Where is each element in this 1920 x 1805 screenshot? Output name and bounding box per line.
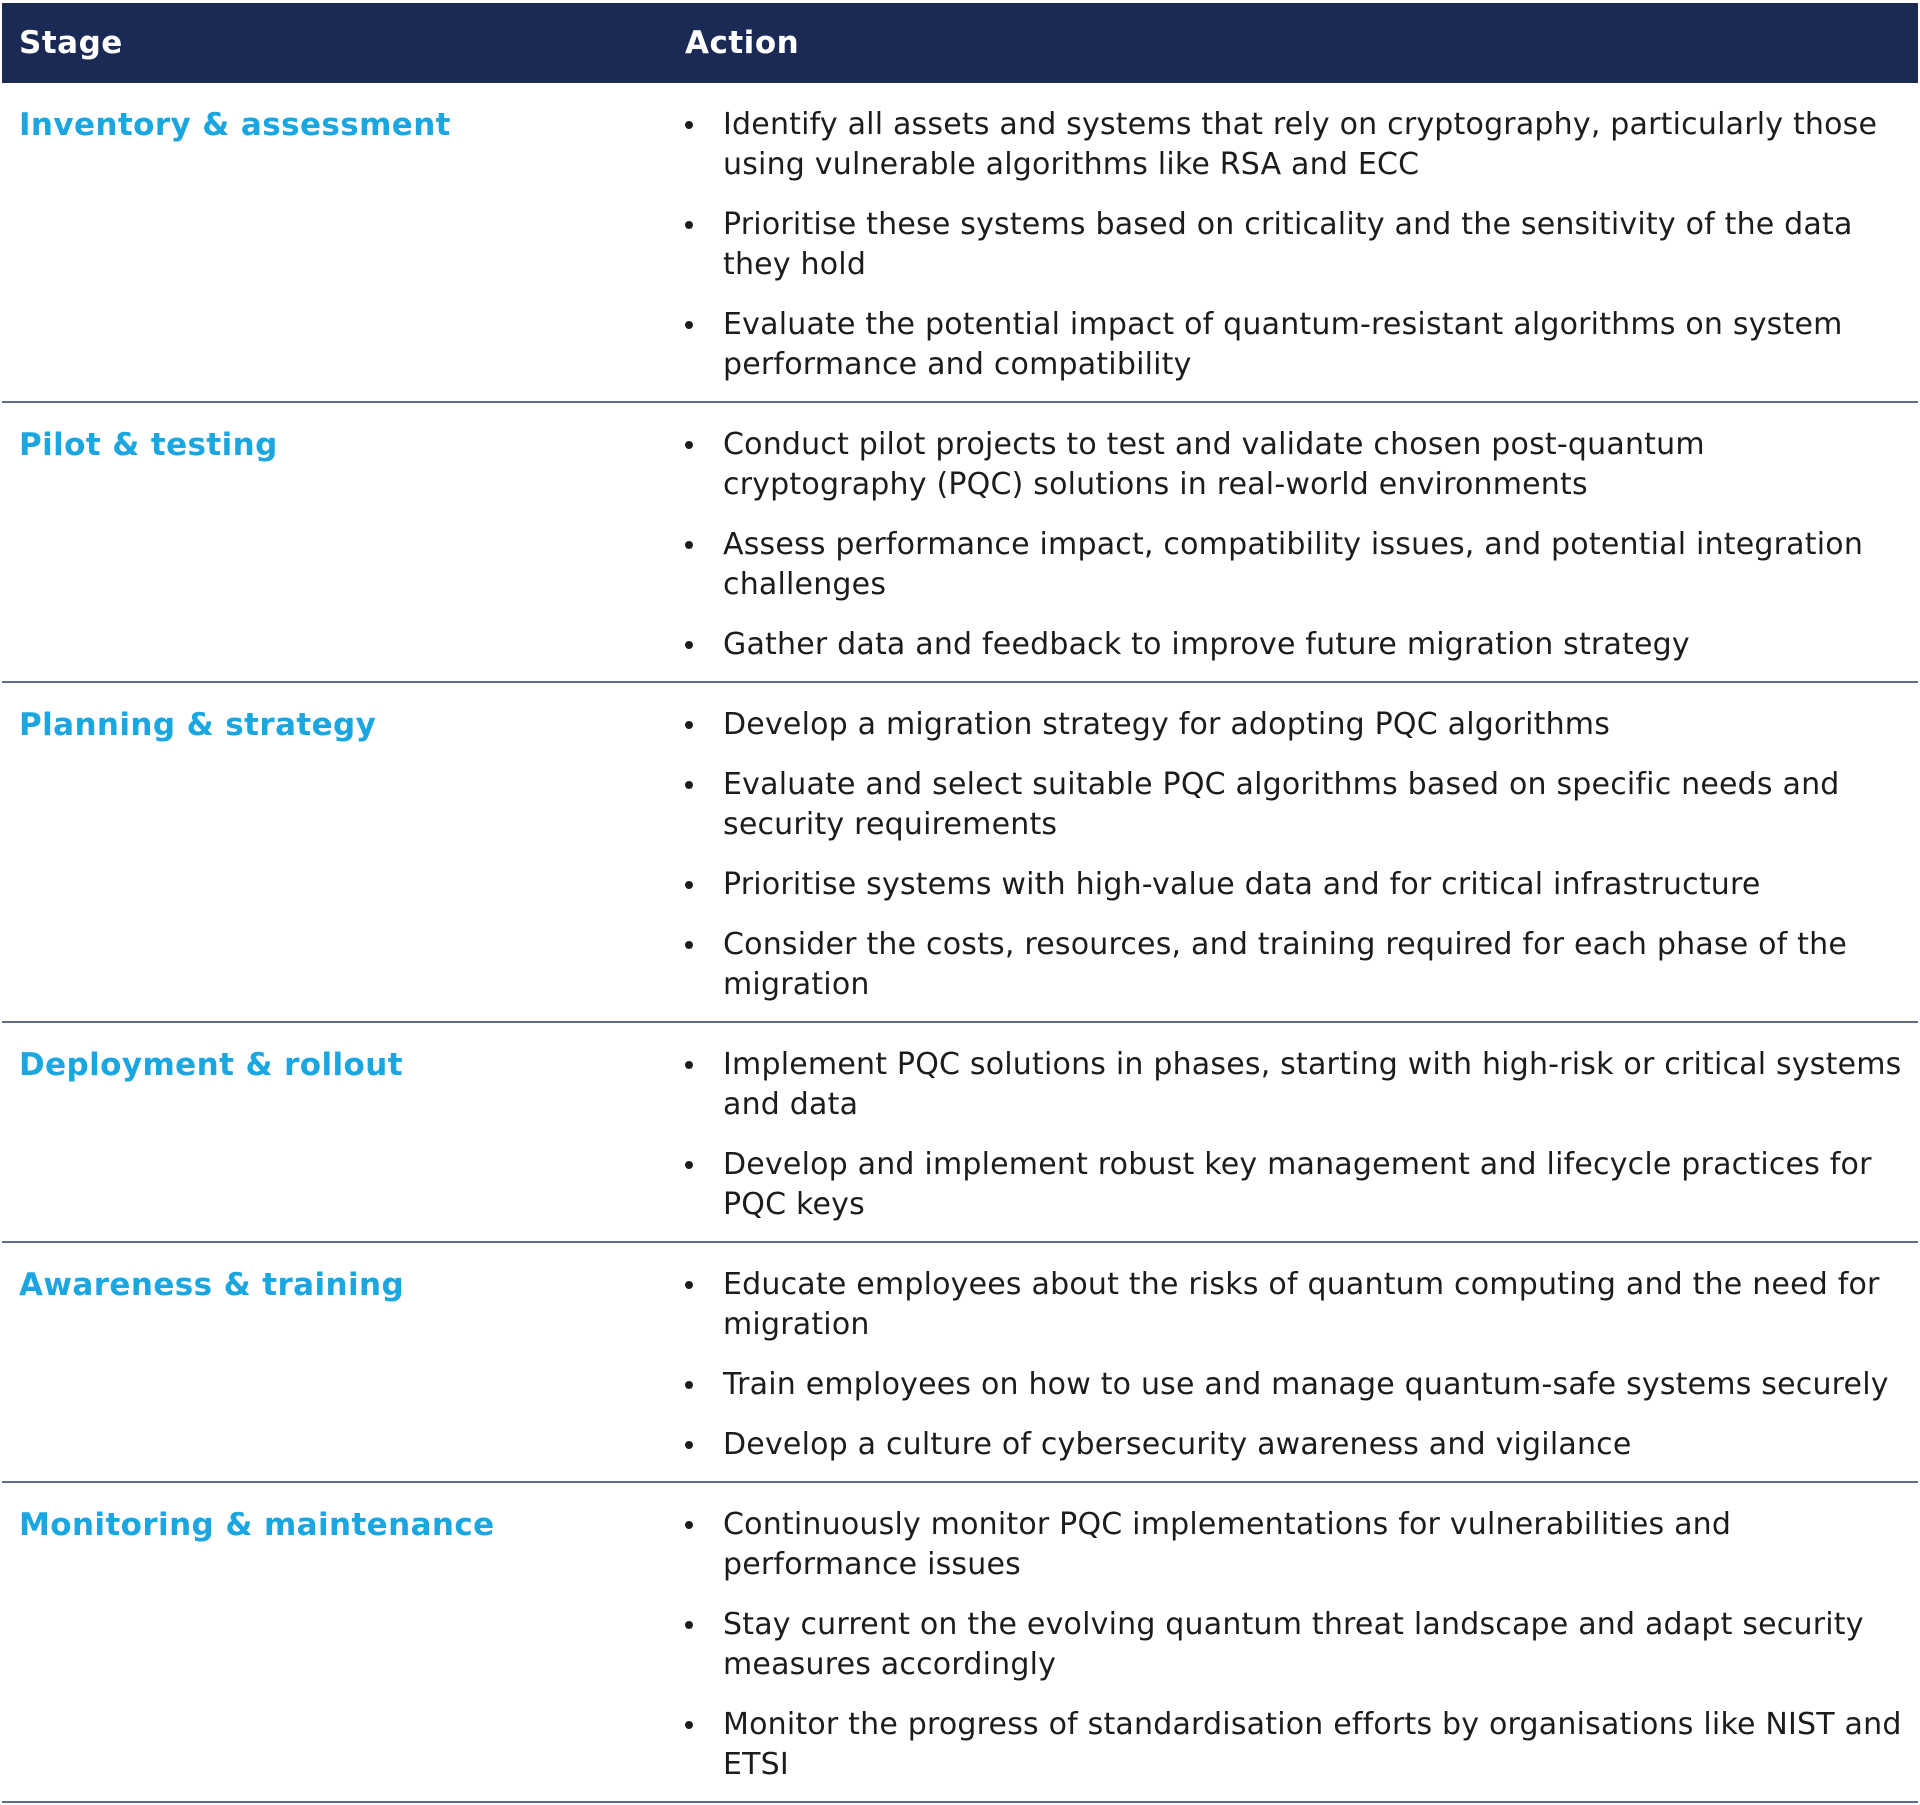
action-item: Prioritise these systems based on criticality and the sensitivity of the data they hold bbox=[685, 205, 1918, 285]
header-action: Action bbox=[685, 25, 800, 61]
stage-label: Deployment & rollout bbox=[19, 1047, 403, 1083]
stage-label: Pilot & testing bbox=[19, 427, 278, 463]
stage-label: Inventory & assessment bbox=[19, 107, 451, 143]
action-list bbox=[685, 403, 1918, 681]
action-item: Prioritise systems with high-value data and for critical infrastructure bbox=[685, 865, 1918, 905]
action-item: Educate employees about the risks of quantum computing and the need for migration bbox=[685, 1265, 1918, 1345]
action-item: Develop and implement robust key management and lifecycle practices for PQC keys bbox=[685, 1145, 1918, 1225]
action-item: Monitor the progress of standardisation efforts by organisations like NIST and ETSI bbox=[685, 1705, 1918, 1785]
action-item: Gather data and feedback to improve future migration strategy bbox=[685, 625, 1918, 665]
table-row bbox=[2, 1243, 1918, 1483]
action-item: Evaluate and select suitable PQC algorithms based on specific needs and security requirements bbox=[685, 765, 1918, 845]
table-row bbox=[2, 1023, 1918, 1243]
action-list bbox=[685, 1243, 1918, 1481]
stage-label: Monitoring & maintenance bbox=[19, 1507, 495, 1543]
action-item: Consider the costs, resources, and training required for each phase of the migration bbox=[685, 925, 1918, 1005]
action-item: Conduct pilot projects to test and validate chosen post-quantum cryptography (PQC) solutions in real-world environments bbox=[685, 425, 1918, 505]
action-item: Stay current on the evolving quantum threat landscape and adapt security measures accordingly bbox=[685, 1605, 1918, 1685]
table-row bbox=[2, 1483, 1918, 1803]
stage-label: Planning & strategy bbox=[19, 707, 377, 743]
action-list bbox=[685, 683, 1918, 1021]
action-list bbox=[685, 1023, 1918, 1241]
action-item: Continuously monitor PQC implementations for vulnerabilities and performance issues bbox=[685, 1505, 1918, 1585]
stage-action-table bbox=[2, 3, 1918, 1803]
action-list bbox=[685, 1483, 1918, 1801]
action-item: Develop a culture of cybersecurity awareness and vigilance bbox=[685, 1425, 1918, 1465]
action-item: Evaluate the potential impact of quantum-resistant algorithms on system performance and compatibility bbox=[685, 305, 1918, 385]
action-item: Train employees on how to use and manage quantum-safe systems securely bbox=[685, 1365, 1918, 1405]
header-stage: Stage bbox=[19, 25, 123, 61]
action-item: Implement PQC solutions in phases, starting with high-risk or critical systems and data bbox=[685, 1045, 1918, 1125]
action-item: Develop a migration strategy for adopting PQC algorithms bbox=[685, 705, 1918, 745]
table-header bbox=[2, 3, 1918, 83]
table-row bbox=[2, 83, 1918, 403]
action-item: Assess performance impact, compatibility issues, and potential integration challenges bbox=[685, 525, 1918, 605]
table-row bbox=[2, 683, 1918, 1023]
stage-label: Awareness & training bbox=[19, 1267, 405, 1303]
action-item: Identify all assets and systems that rely on cryptography, particularly those using vulnerable algorithms like RSA and ECC bbox=[685, 105, 1918, 185]
table-row bbox=[2, 403, 1918, 683]
action-list bbox=[685, 83, 1918, 401]
